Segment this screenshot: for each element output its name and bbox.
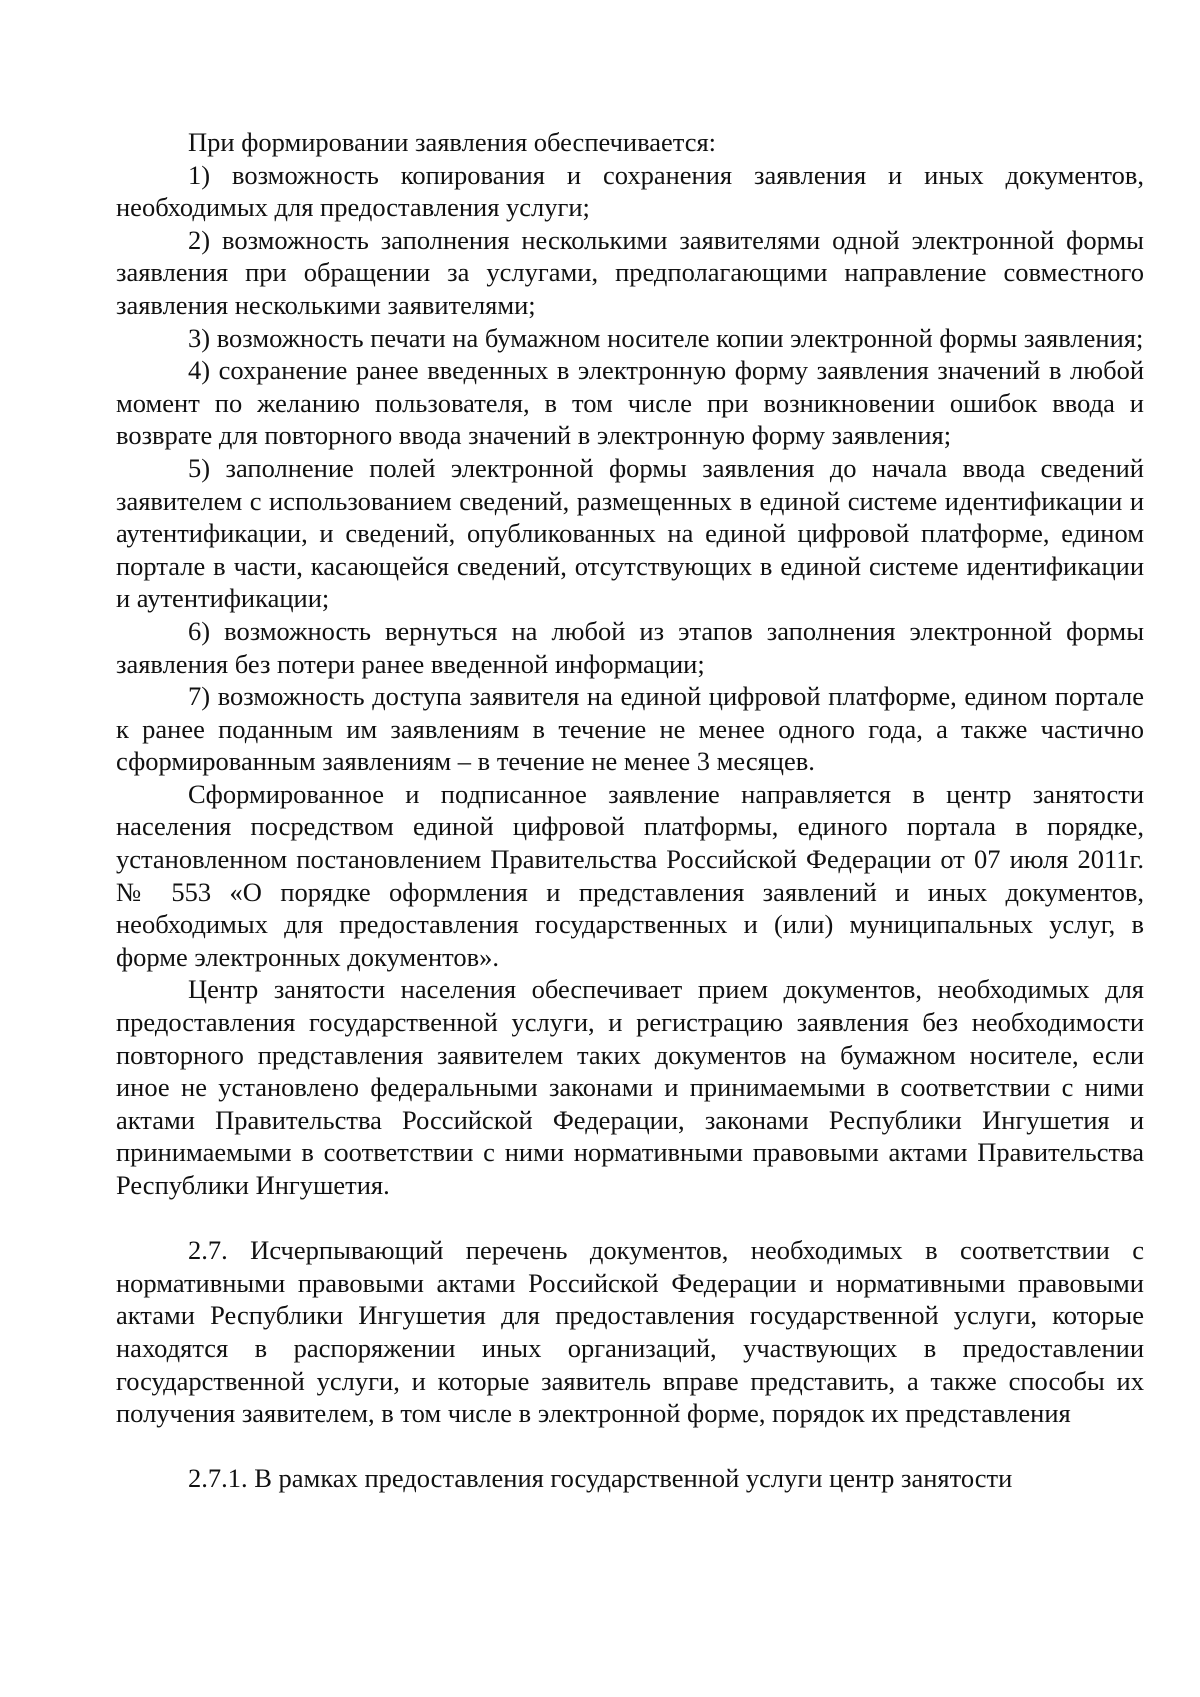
paragraph-item-6: 6) возможность вернуться на любой из этапов заполнения электронной формы заявления без потери ранее введенной информации; <box>116 615 1144 679</box>
paragraph-item-5: 5) заполнение полей электронной формы заявления до начала ввода сведений заявителем с использованием сведений, размещенных в единой системе идентификации и аутентификации, и сведений, опубликованных на единой цифровой платформе, едином портале в части, касающейся сведений, отсутствующих в единой системе идентификации и аутентификации; <box>116 452 1144 614</box>
paragraph-item-2: 2) возможность заполнения несколькими заявителями одной электронной формы заявления при обращении за услугами, предполагающими направление совместного заявления несколькими заявителями; <box>116 224 1144 320</box>
paragraph-section-2-7-1: 2.7.1. В рамках предоставления государственной услуги центр занятости <box>188 1463 1013 1494</box>
paragraph-section-2-7: 2.7. Исчерпывающий перечень документов, необходимых в соответствии с нормативными правовыми актами Российской Федерации и нормативными правовыми актами Республики Ингушетия для предоставления государственной услуги, которые находятся в распоряжении иных организаций, участвующих в предоставлении государственной услуги, и которые заявитель вправе представить, а также способы их получения заявителем, в том числе в электронной форме, порядок их представления <box>116 1235 1144 1429</box>
paragraph-item-7: 7) возможность доступа заявителя на единой цифровой платформе, едином портале к ранее поданным им заявлениям в течение не менее одного года, а также частично сформированным заявлениям – в течение не менее 3 месяцев. <box>116 681 1144 777</box>
document-page <box>116 126 1144 1495</box>
paragraph-intro: При формировании заявления обеспечивается: <box>188 127 717 157</box>
paragraph-item-3: 3) возможность печати на бумажном носителе копии электронной формы заявления; <box>188 322 1144 353</box>
paragraph-item-4: 4) сохранение ранее введенных в электронную форму заявления значений в любой момент по желанию пользователя, в том числе при возникновении ошибок ввода и возврате для повторного ввода значений в электронную форму заявления; <box>116 355 1144 451</box>
paragraph-reception: Центр занятости населения обеспечивает прием документов, необходимых для предоставления государственной услуги, и регистрацию заявления без необходимости повторного представления заявителем таких документов на бумажном носителе, если иное не установлено федеральными законами и принимаемыми в соответствии с ними актами Правительства Российской Федерации, законами Республики Ингушетия и принимаемыми в соответствии с ними нормативными правовыми актами Правительства Республики Ингушетия. <box>116 974 1144 1200</box>
paragraph-submission: Сформированное и подписанное заявление направляется в центр занятости населения посредством единой цифровой платформы, единого портала в порядке, установленном постановлением Правительства Российской Федерации от 07 июля 2011г. № 553 «О порядке оформления и представления заявлений и иных документов, необходимых для предоставления государственных и (или) муниципальных услуг, в форме электронных документов». <box>116 778 1144 972</box>
paragraph-item-1: 1) возможность копирования и сохранения заявления и иных документов, необходимых для предоставления услуги; <box>116 159 1144 223</box>
